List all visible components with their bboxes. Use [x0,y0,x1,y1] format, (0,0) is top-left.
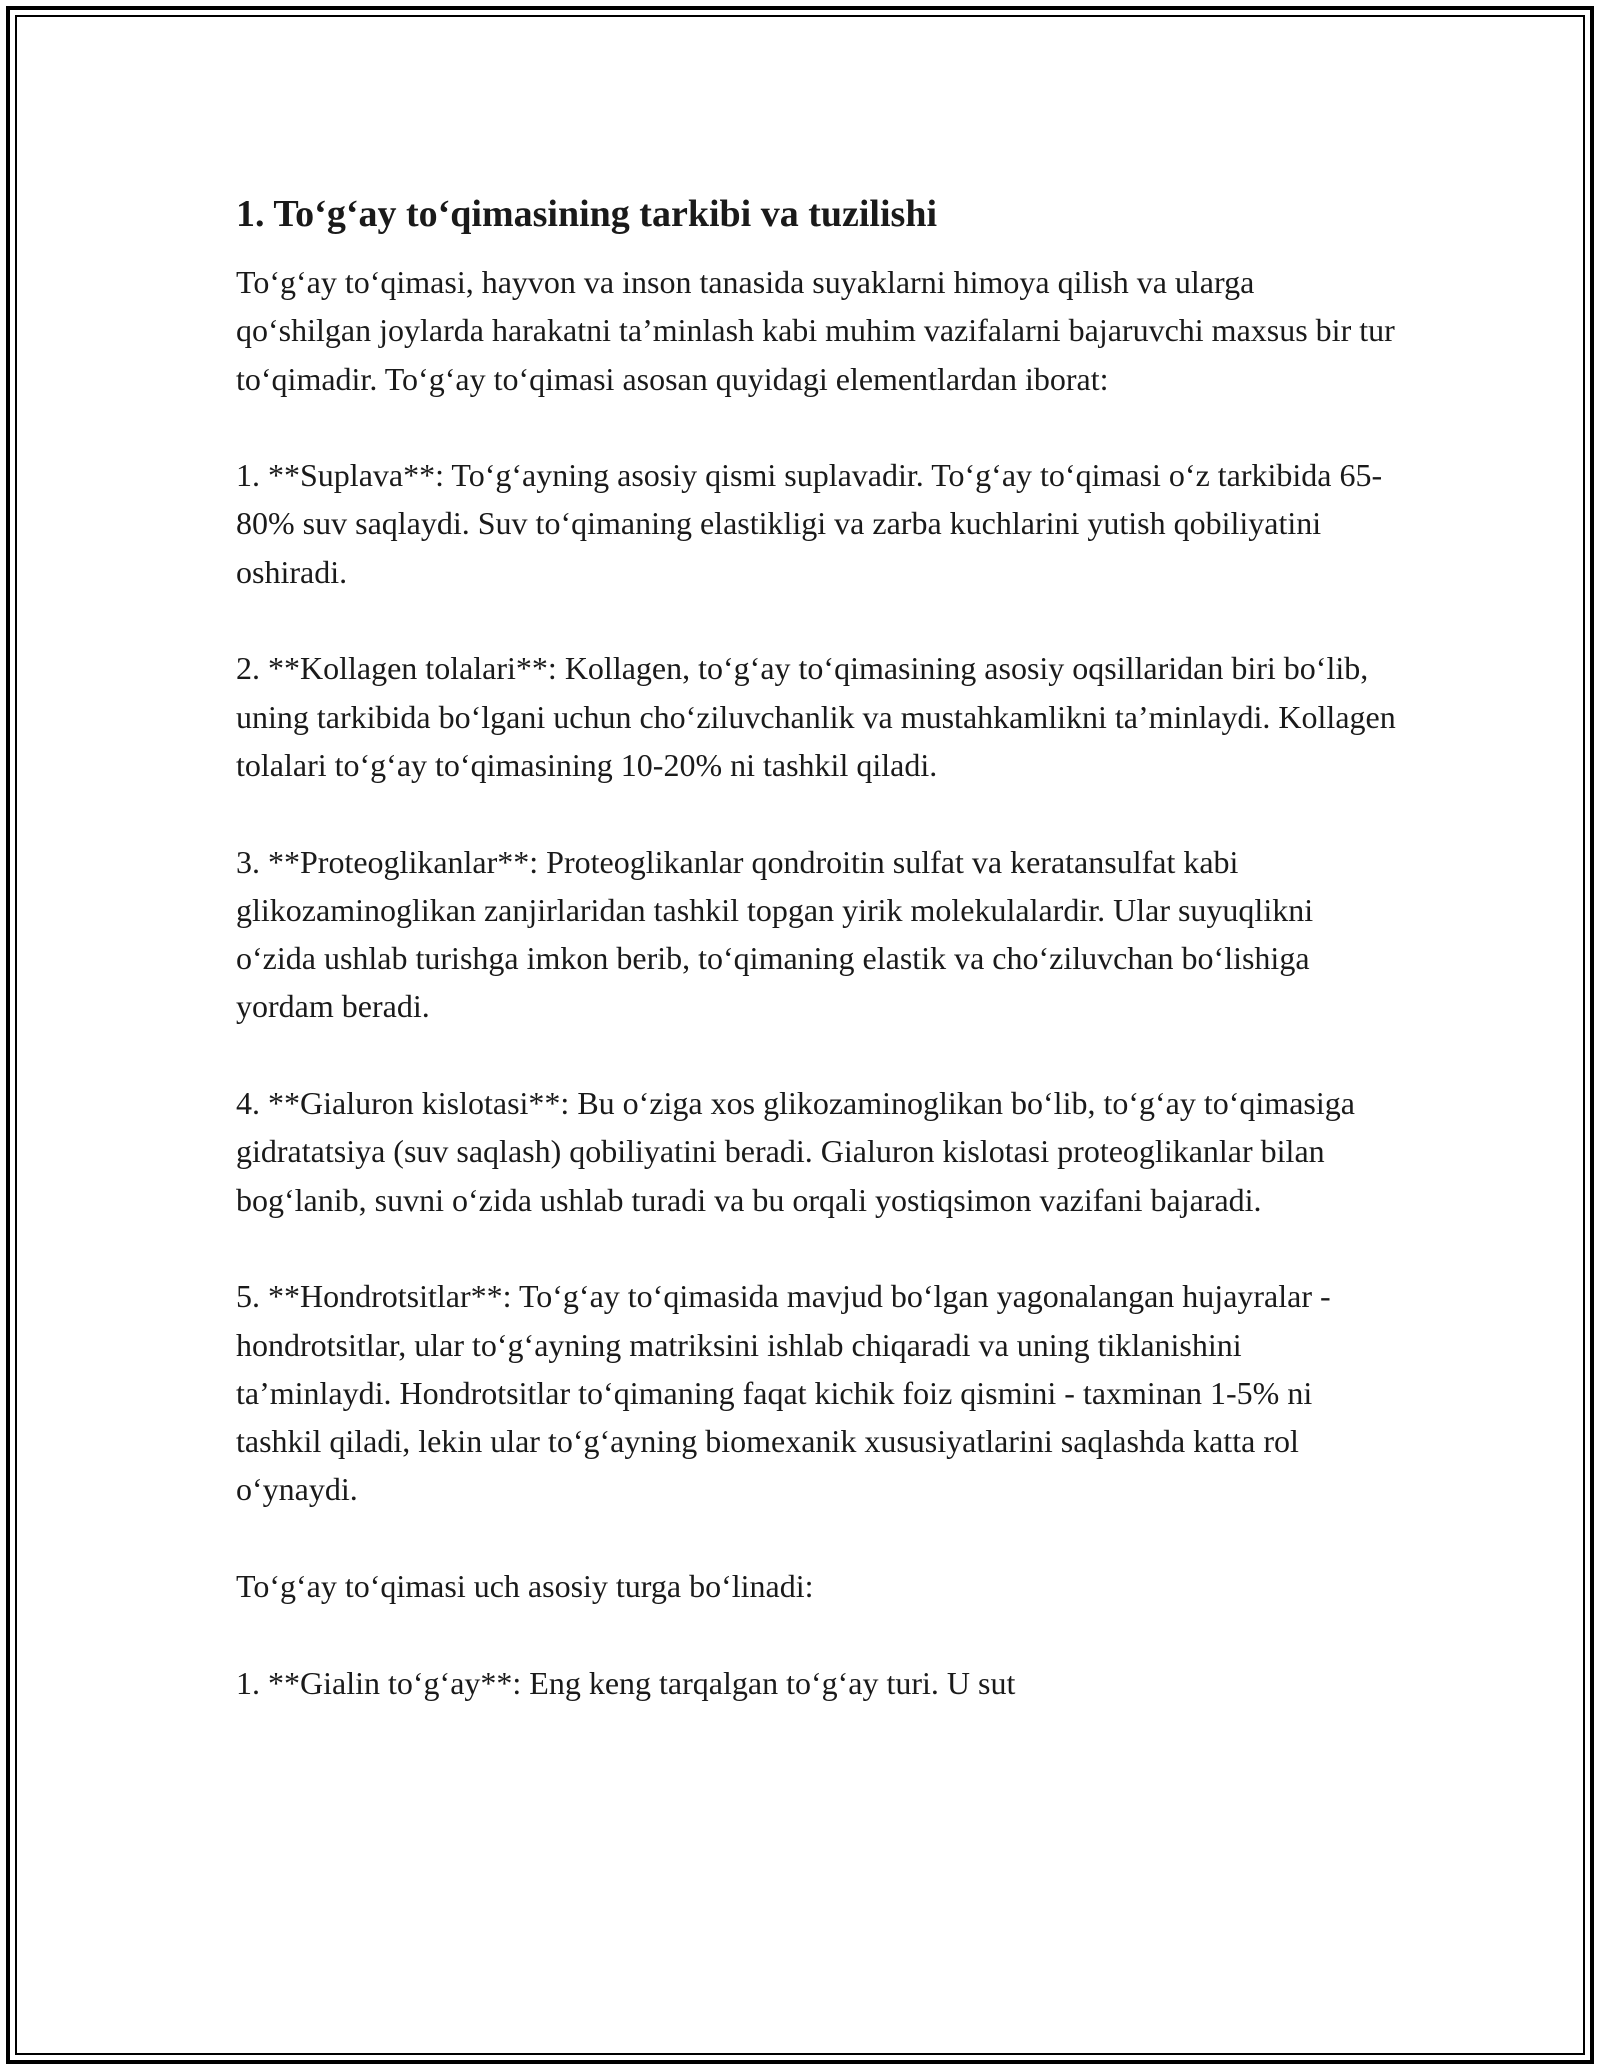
page-title: 1. To‘g‘ay to‘qimasining tarkibi va tuzilishi [236,193,938,235]
paragraph-gialin: 1. **Gialin to‘g‘ay**: Eng keng tarqalgan to‘g‘ay turi. U sut [236,1664,1016,1701]
paragraph-gialuron: 4. **Gialuron kislotasi**: Bu o‘ziga xos glikozaminoglikan bo‘lib, to‘g‘ay to‘qimasiga gidratatsiya (suv saqlash) qobiliyatini beradi. Gialuron kislotasi proteoglikanlar bilan bog‘lanib, suvni o‘zida ushlab turadi va bu orqali yostiqsimon vazifani bajaradi. [236,1085,1355,1218]
paragraph-suplava: 1. **Suplava**: To‘g‘ayning asosiy qismi suplavadir. To‘g‘ay to‘qimasi o‘z tarkibida 65-80% suv saqlaydi. Suv to‘qimaning elastikligi va zarba kuchlarini yutish qobiliyatini oshiradi. [236,457,1383,590]
paragraph-hondrotsitlar: 5. **Hondrotsitlar**: To‘g‘ay to‘qimasida mavjud bo‘lgan yagonalangan hujayralar - hondrotsitlar, ular to‘g‘ayning matriksini ishlab chiqaradi va uning tiklanishini ta’minlaydi. Hondrotsitlar to‘qimaning faqat kichik foiz qismini - taxminan 1-5% ni tashkil qiladi, lekin ular to‘g‘ayning biomexanik xususiyatlarini saqlashda katta rol o‘ynaydi. [236,1278,1331,1508]
paragraph-turlar: To‘g‘ay to‘qimasi uch asosiy turga bo‘linadi: [236,1568,814,1605]
document-page [236,188,1396,1707]
paragraph-kollagen: 2. **Kollagen tolalari**: Kollagen, to‘g‘ay to‘qimasining asosiy oqsillaridan biri bo‘lib, uning tarkibida bo‘lgani uchun cho‘ziluvchanlik va mustahkamlikni ta’minlaydi. Kollagen tolalari to‘g‘ay to‘qimasining 10-20% ni tashkil qiladi. [236,650,1396,783]
paragraph-intro: To‘g‘ay to‘qimasi, hayvon va inson tanasida suyaklarni himoya qilish va ularga qo‘shilgan joylarda harakatni ta’minlash kabi muhim vazifalarni bajaruvchi maxsus bir tur to‘qimadir. To‘g‘ay to‘qimasi asosan quyidagi elementlardan iborat: [236,264,1395,397]
paragraph-proteoglikanlar: 3. **Proteoglikanlar**: Proteoglikanlar qondroitin sulfat va keratansulfat kabi glikozaminoglikan zanjirlaridan tashkil topgan yirik molekulalardir. Ular suyuqlikni o‘zida ushlab turishga imkon berib, to‘qimaning elastik va cho‘ziluvchan bo‘lishiga yordam beradi. [236,843,1314,1025]
